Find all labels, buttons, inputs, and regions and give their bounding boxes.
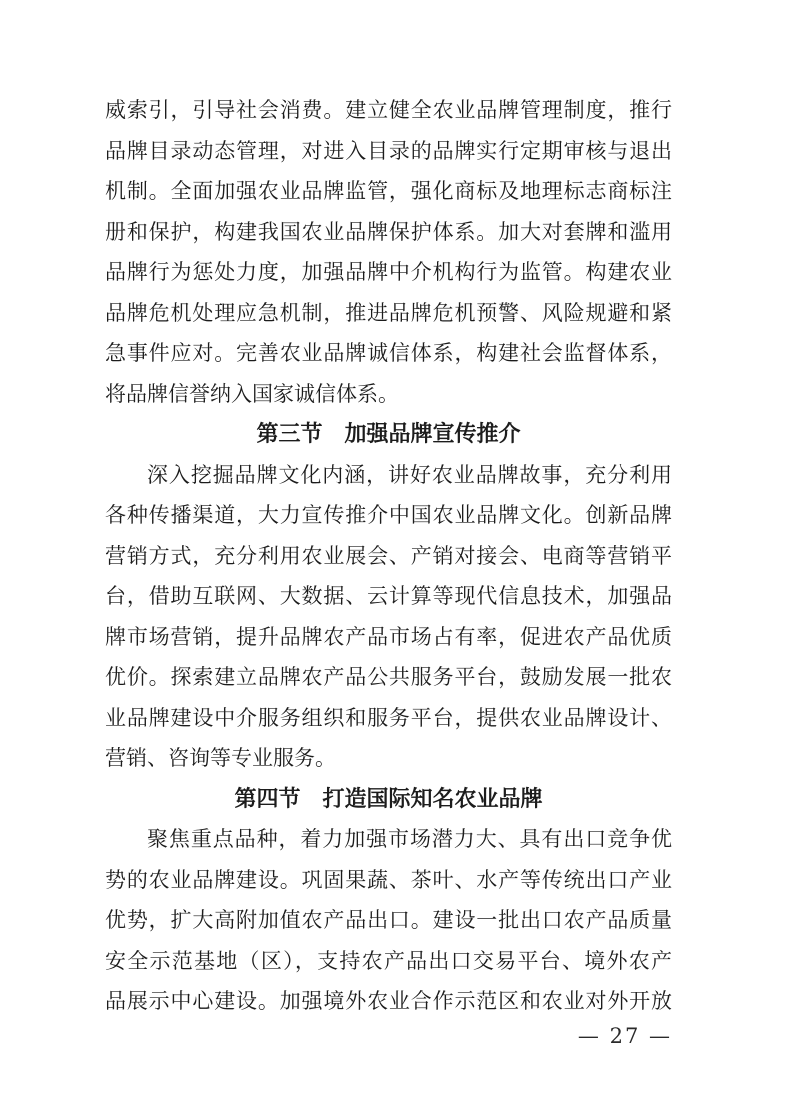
section-4-heading: 第四节 打造国际知名农业品牌 — [234, 785, 543, 812]
text-line: 台，借助互联网、大数据、云计算等现代信息技术，加强品 — [105, 584, 672, 608]
text-line: 营销、咨询等专业服务。 — [105, 746, 336, 770]
text-line: 将品牌信誉纳入国家诚信体系。 — [105, 381, 399, 406]
section-3-heading: 第三节 加强品牌宣传推介 — [256, 421, 521, 447]
text-line: 急事件应对。完善农业品牌诚信体系，构建社会监督体系， — [105, 341, 672, 365]
page-body-text — [105, 90, 672, 1022]
paragraph-international-brands — [105, 819, 672, 1022]
text-line: 品牌目录动态管理，对进入目录的品牌实行定期审核与退出 — [105, 138, 672, 163]
text-line: 优势，扩大高附加值农产品出口。建设一批出口农产品质量 — [105, 908, 672, 932]
text-line: 安全示范基地（区），支持农产品出口交易平台、境外农产 — [105, 948, 672, 973]
text-line: 品牌行为惩处力度，加强品牌中介机构行为监管。构建农业 — [105, 260, 672, 284]
text-line: 优价。探索建立品牌农产品公共服务平台，鼓励发展一批农 — [105, 665, 672, 689]
text-line: 深入挖掘品牌文化内涵，讲好农业品牌故事，充分利用 — [147, 462, 672, 487]
text-line: 势的农业品牌建设。巩固果蔬、茶叶、水产等传统出口产业 — [105, 867, 672, 892]
text-line: 册和保护，构建我国农业品牌保护体系。加大对套牌和滥用 — [105, 219, 672, 244]
text-line: 营销方式，充分利用农业展会、产销对接会、电商等营销平 — [105, 543, 672, 568]
text-line: 品展示中心建设。加强境外农业合作示范区和农业对外开放 — [105, 989, 672, 1013]
text-line: 威索引，引导社会消费。建立健全农业品牌管理制度，推行 — [105, 98, 672, 122]
page-number: — 27 — — [577, 1024, 672, 1048]
text-line: 聚焦重点品种，着力加强市场潜力大、具有出口竞争优 — [147, 827, 672, 851]
text-line: 各种传播渠道，大力宣传推介中国农业品牌文化。创新品牌 — [105, 503, 672, 527]
text-line: 牌市场营销，提升品牌农产品市场占有率，促进农产品优质 — [105, 624, 672, 649]
paragraph-brand-management — [105, 90, 672, 414]
paragraph-brand-promotion — [105, 455, 672, 779]
text-line: 机制。全面加强农业品牌监管，强化商标及地理标志商标注 — [105, 179, 672, 203]
text-line: 品牌危机处理应急机制，推进品牌危机预警、风险规避和紧 — [105, 300, 672, 325]
text-line: 业品牌建设中介服务组织和服务平台，提供农业品牌设计、 — [105, 705, 672, 730]
